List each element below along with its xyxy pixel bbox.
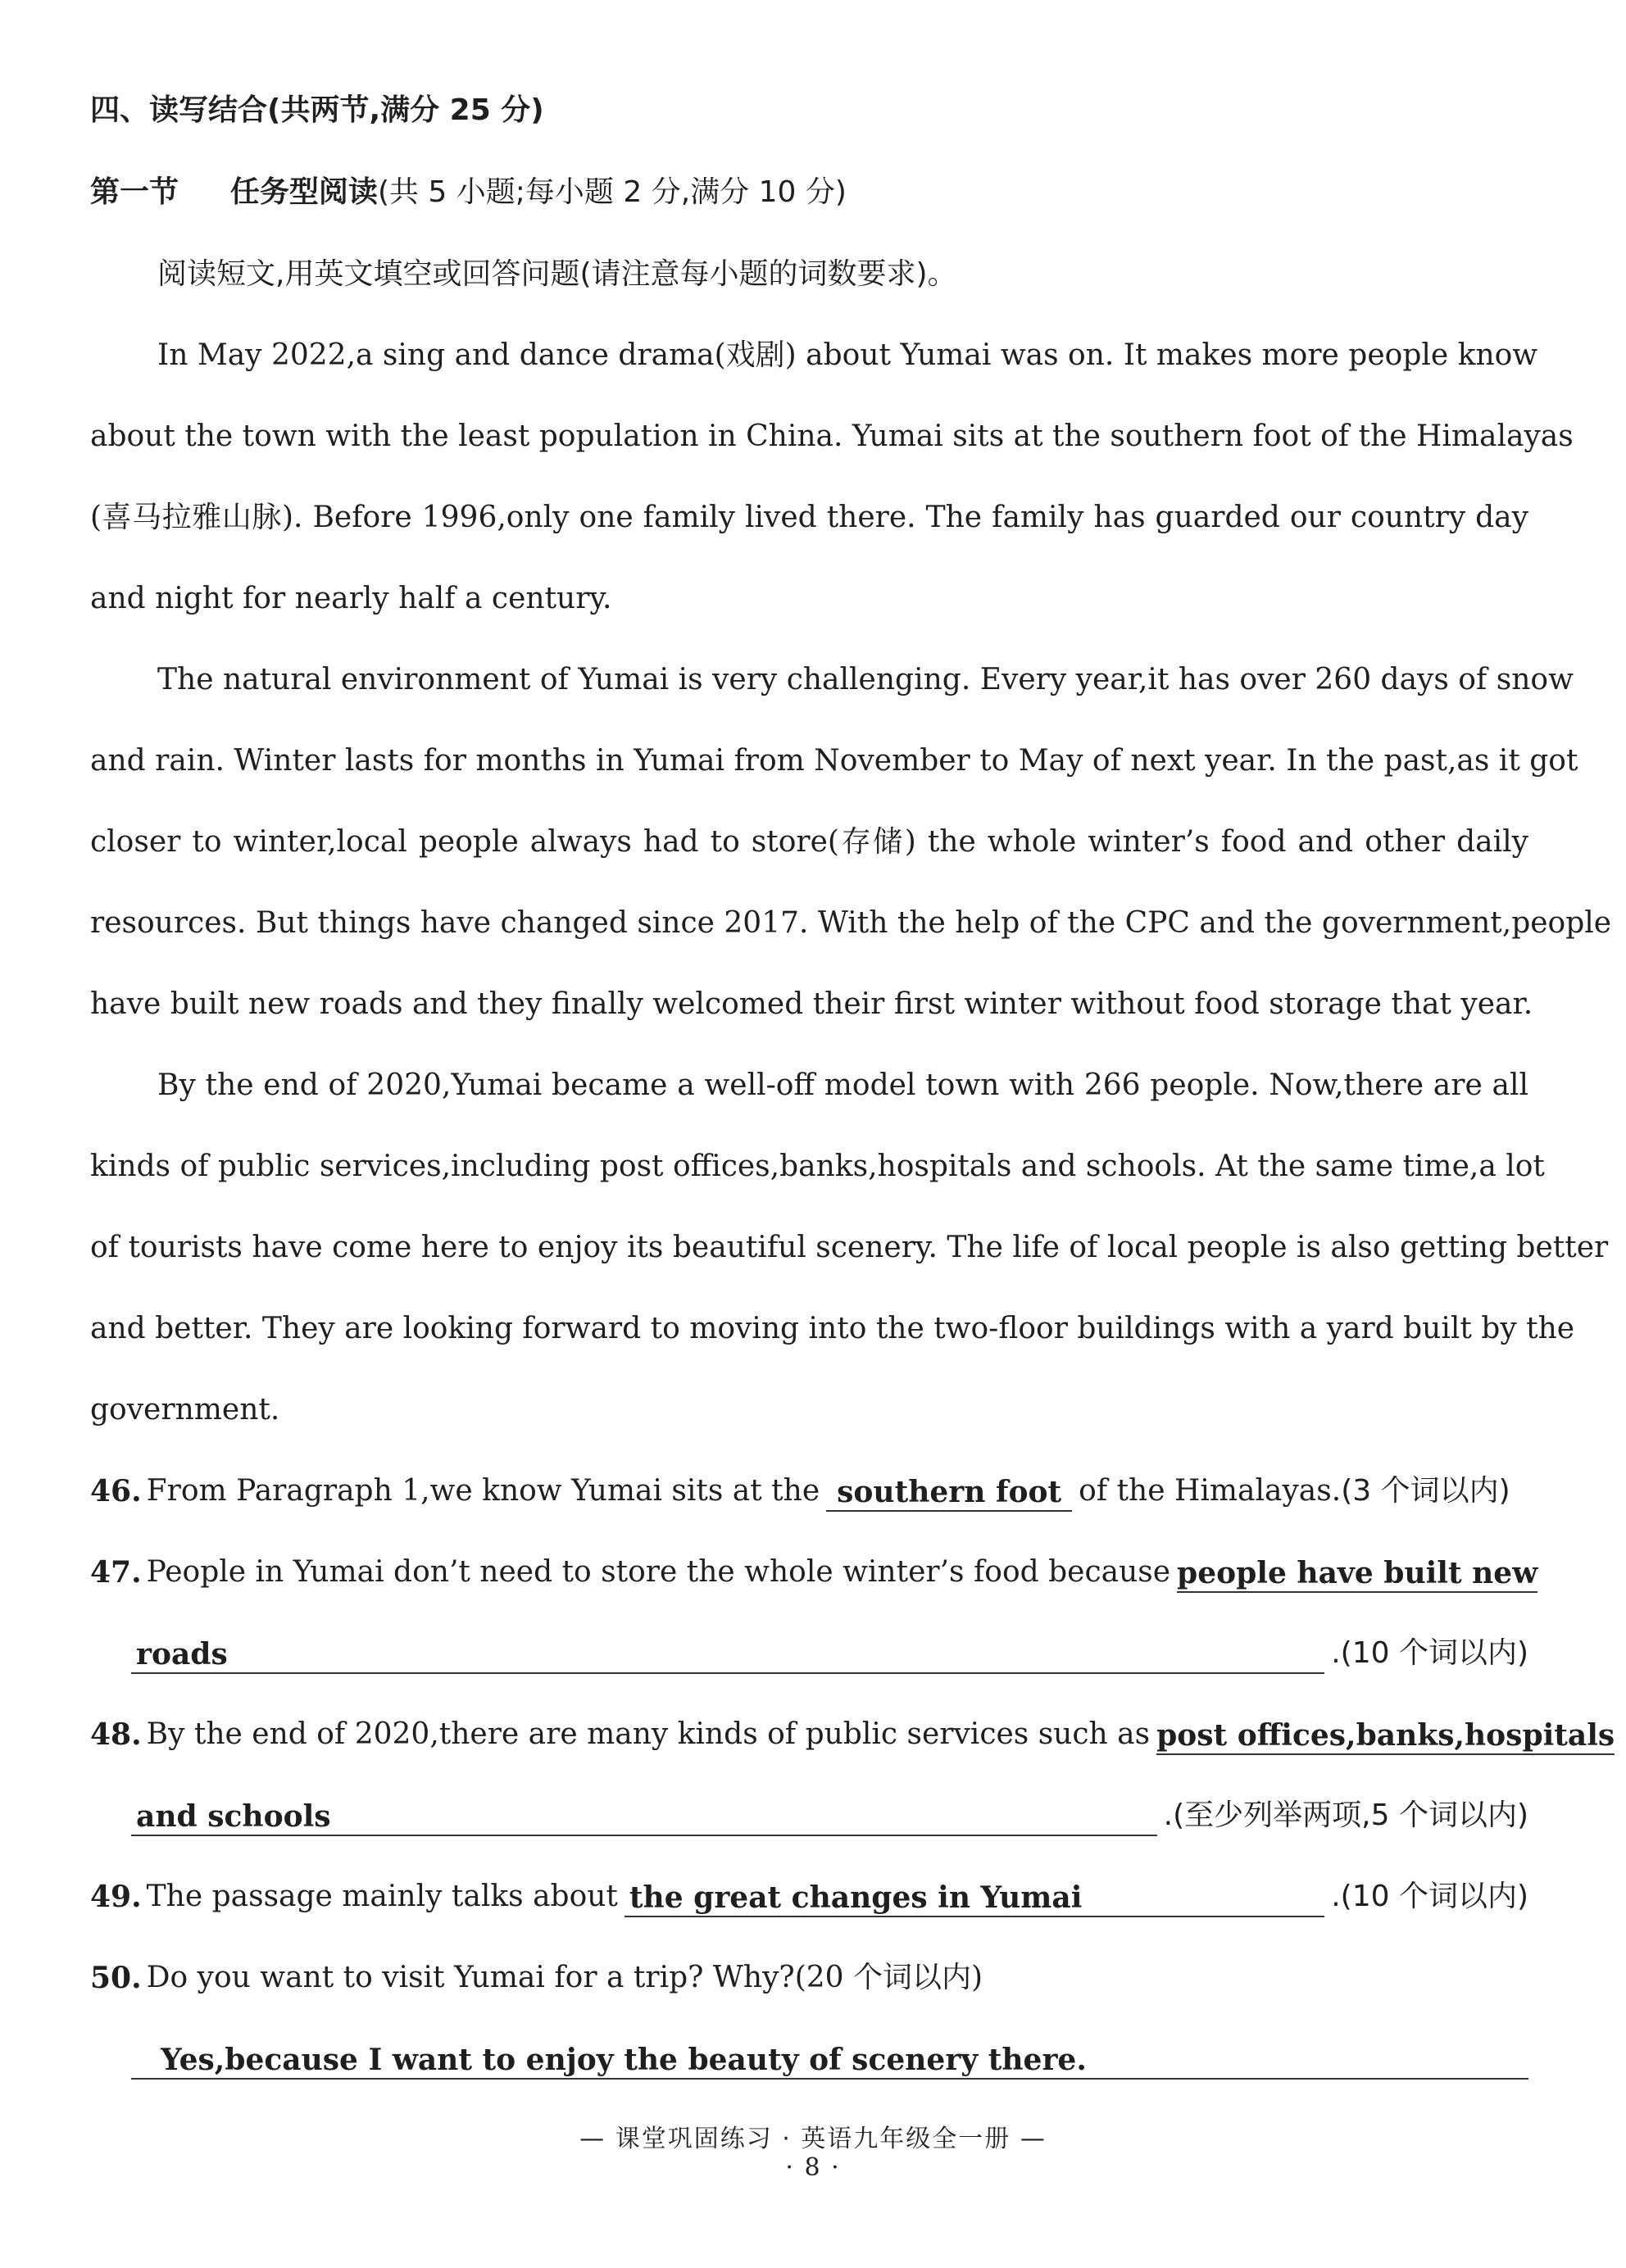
answer-blank-47[interactable]: people have built new [1177,1554,1537,1593]
question-number: 46. [90,1474,142,1508]
word-limit-note: .(至少列举两项,5 个词以内) [1163,1799,1528,1832]
part-label: 第一节 [90,175,179,209]
answer-blank-47-line2[interactable]: roads [131,1635,1324,1674]
passage-line: of tourists have come here to enjoy its beautiful scenery. The life of local people is also getting better [90,1231,1609,1264]
question-text: Do you want to visit Yumai for a trip? Why?(20 个词以内) [146,1961,983,1994]
page-number: · 8 · [785,2153,841,2182]
answer-blank-48[interactable]: post offices,banks,hospitals [1156,1716,1615,1755]
answer-blank-46[interactable]: southern foot [826,1472,1072,1512]
question-47 [90,1552,1538,1593]
passage-line: have built new roads and they finally welcomed their first winter without food storage that year. [90,987,1533,1021]
answer-blank-50[interactable]: Yes,because I want to enjoy the beauty of scenery there. [131,2040,1528,2080]
question-number: 48. [90,1717,142,1752]
part-detail: (共 5 小题;每小题 2 分,满分 10 分) [377,175,847,209]
part-heading [90,172,1528,213]
answer-blank-48-line2[interactable]: and schools [131,1797,1157,1836]
question-number: 50. [90,1961,142,1995]
passage-line: about the town with the least population in China. Yumai sits at the southern foot of the Himalayas [90,420,1574,453]
passage-line: resources. But things have changed since 2017. With the help of the CPC and the government,people [90,906,1612,940]
passage-line: kinds of public services,including post offices,banks,hospitals and schools. At the same time,a lot [90,1150,1545,1183]
question-50-answer-row [131,2039,1528,2080]
section-title: 四、读写结合(共两节,满分 25 分) [90,93,544,127]
part-title: 任务型阅读 [229,175,378,209]
question-50 [90,1957,1528,1998]
passage-line: and rain. Winter lasts for months in Yumai from November to May of next year. In the past,as it got [90,744,1578,778]
passage-line: and night for nearly half a century. [90,582,612,615]
passage-line: The natural environment of Yumai is very challenging. Every year,it has over 260 days of snow [157,663,1574,696]
question-text: People in Yumai don’t need to store the whole winter’s food because [146,1555,1171,1589]
passage-line: By the end of 2020,Yumai became a well-off model town with 266 people. Now,there are all [157,1068,1528,1102]
passage-line: (喜马拉雅山脉). Before 1996,only one family lived there. The family has guarded our country day [90,501,1528,534]
passage-line: and better. They are looking forward to moving into the two-floor buildings with a yard built by the [90,1312,1575,1345]
question-text: By the end of 2020,there are many kinds of public services such as [146,1717,1151,1751]
question-46 [90,1471,1528,1512]
question-number: 47. [90,1555,142,1590]
question-47-continued [131,1633,1528,1674]
question-48-continued [131,1795,1528,1836]
word-limit-note: .(10 个词以内) [1331,1636,1528,1670]
passage-line: In May 2022,a sing and dance drama(戏剧) about Yumai was on. It makes more people know [157,338,1538,372]
passage-line: closer to winter,local people always had to store(存储) the whole winter’s food and other daily [90,825,1528,859]
passage-line: government. [90,1393,280,1427]
question-text: The passage mainly talks about [146,1880,618,1913]
question-48 [90,1714,1615,1755]
footer-book-title: — 课堂巩固练习 · 英语九年级全一册 — [579,2125,1047,2153]
answer-blank-49[interactable]: the great changes in Yumai [625,1878,1324,1917]
instruction: 阅读短文,用英文填空或回答问题(请注意每小题的词数要求)。 [157,257,957,291]
word-limit-note: .(10 个词以内) [1331,1880,1528,1913]
question-text: From Paragraph 1,we know Yumai sits at the [146,1474,820,1508]
question-number: 49. [90,1880,142,1914]
question-49 [90,1876,1528,1917]
word-limit-note: (3 个词以内) [1341,1474,1510,1508]
question-text-after: of the Himalayas. [1079,1474,1342,1508]
